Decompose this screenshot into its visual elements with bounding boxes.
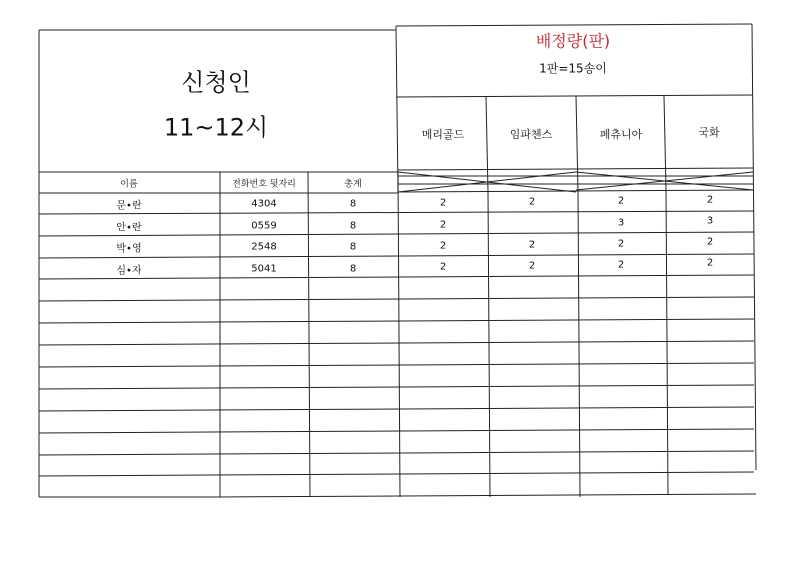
column-header-phone: 전화번호 뒷자리 — [232, 179, 296, 190]
row-total: 8 — [349, 198, 357, 210]
allocation-title: 배정량(판) — [535, 31, 611, 51]
applicant-title: 신청인 — [181, 68, 251, 97]
row-marigold: 2 — [439, 219, 447, 231]
row-phone: 4304 — [251, 198, 277, 210]
row-chrysanthemum: 2 — [706, 236, 714, 248]
row-name: 박•영 — [116, 243, 142, 255]
row-petunia: 2 — [617, 259, 625, 271]
time-slot: 11~12시 — [163, 113, 269, 142]
row-name: 심•자 — [116, 265, 142, 277]
row-impatiens: 2 — [528, 260, 536, 272]
flower-header-chrysanthemum: 국화 — [698, 126, 720, 139]
column-header-total: 총계 — [344, 179, 362, 190]
row-chrysanthemum: 2 — [706, 194, 714, 206]
row-marigold: 2 — [439, 197, 447, 209]
row-petunia: 2 — [617, 195, 625, 207]
flower-header-marigold: 메리골드 — [421, 128, 465, 141]
row-chrysanthemum: 3 — [706, 215, 714, 227]
row-petunia: 3 — [617, 217, 625, 229]
flower-header-petunia: 페츄니아 — [599, 128, 643, 141]
flower-header-impatiens: 임파첸스 — [509, 128, 553, 141]
allocation-note: 1판=15송이 — [539, 61, 607, 76]
row-total: 8 — [349, 220, 357, 232]
row-name: 안•란 — [116, 222, 142, 234]
row-marigold: 2 — [439, 261, 447, 273]
row-phone: 5041 — [251, 263, 277, 275]
column-header-name: 이름 — [120, 179, 138, 190]
row-total: 8 — [349, 241, 357, 253]
row-marigold: 2 — [439, 240, 447, 252]
row-phone: 2548 — [251, 241, 277, 253]
row-chrysanthemum: 2 — [706, 257, 714, 269]
row-impatiens: 2 — [528, 239, 536, 251]
row-total: 8 — [349, 263, 357, 275]
row-impatiens: 2 — [528, 196, 536, 208]
row-name: 문•란 — [116, 200, 142, 212]
row-phone: 0559 — [251, 220, 277, 232]
row-petunia: 2 — [617, 238, 625, 250]
